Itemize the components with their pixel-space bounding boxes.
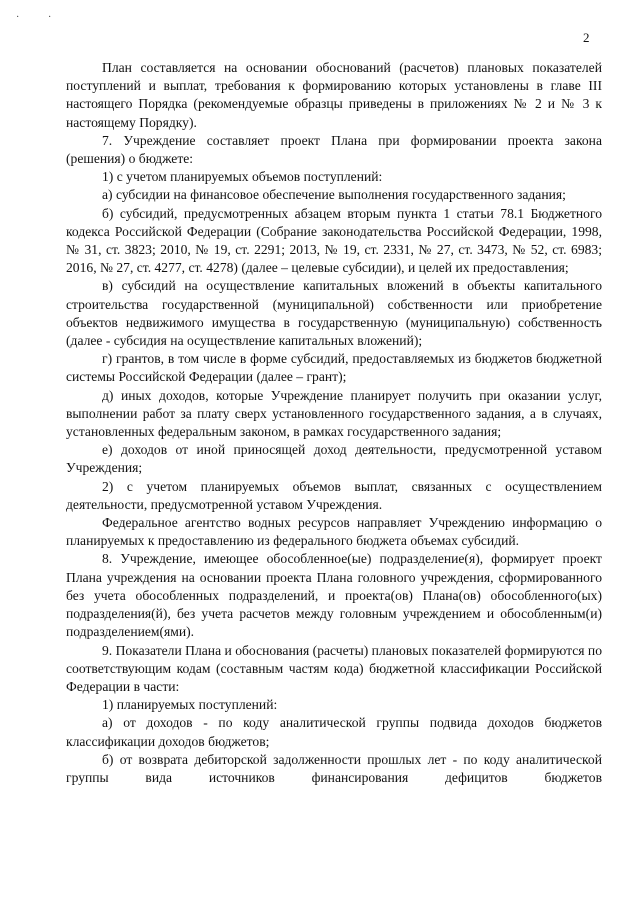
paragraph: в) субсидий на осуществление капитальных вложений в объекты капитального строительства государственной (муниципальной) собственности или приобретение объектов недвижимого имущества в государственную (муниципальную) собственность (далее - субсидия на осуществление капитальных вложений); xyxy=(66,278,602,349)
paragraph: План составляется на основании обоснований (расчетов) плановых показателей поступлений и выплат, требования к формированию которых установлены в главе III настоящего Порядка (рекомендуемые образцы приведены в приложениях № 2 и № 3 к настоящему Порядку). xyxy=(66,60,602,130)
margin-mark: · xyxy=(48,12,52,23)
paragraph: Федеральное агентство водных ресурсов направляет Учреждению информацию о планируемых к предоставлению из федерального бюджета объемах субсидий. xyxy=(66,515,602,549)
paragraph: 1) планируемых поступлений: xyxy=(102,697,278,713)
paragraph: г) грантов, в том числе в форме субсидий, предоставляемых из бюджетов бюджетной системы Российской Федерации (далее – грант); xyxy=(66,351,602,385)
paragraph: 1) с учетом планируемых объемов поступлений: xyxy=(102,169,383,185)
paragraph: д) иных доходов, которые Учреждение планирует получить при оказании услуг, выполнении работ за плату сверх установленного государственного задания, а в случаях, установленных федеральным законом, в рамках государственного задания; xyxy=(66,387,602,440)
paragraph: 2) с учетом планируемых объемов выплат, связанных с осуществлением деятельности, предусмотренной уставом Учреждения. xyxy=(66,478,602,512)
paragraph: а) субсидии на финансовое обеспечение выполнения государственного задания; xyxy=(102,187,566,203)
document-body xyxy=(66,59,602,787)
paragraph: б) субсидий, предусмотренных абзацем вторым пункта 1 статьи 78.1 Бюджетного кодекса Российской Федерации (Собрание законодательства Российской Федерации, 1998, № 31, ст. 3823; 2010, № 19, ст. 2291; 2013, № 19, ст. 2331, № 27, ст. 3473, № 52, ст. 6983; 2016, № 27, ст. 4277, ст. 4278) (далее – целевые субсидии), и целей их предоставления; xyxy=(66,205,602,276)
paragraph: б) от возврата дебиторской задолженности прошлых лет - по коду аналитической группы вида источников финансирования дефицитов бюджетов xyxy=(66,751,602,785)
paragraph: а) от доходов - по коду аналитической группы подвида доходов бюджетов классификации доходов бюджетов; xyxy=(66,715,602,749)
page-number: 2 xyxy=(583,30,590,45)
paragraph: 7. Учреждение составляет проект Плана при формировании проекта закона (решения) о бюджете: xyxy=(66,132,602,167)
paragraph: е) доходов от иной приносящей доход деятельности, предусмотренной уставом Учреждения; xyxy=(66,442,602,476)
margin-mark: · xyxy=(16,12,20,23)
paragraph: 9. Показатели Плана и обоснования (расчеты) плановых показателей формируются по соответствующим кодам (составным частям кода) бюджетной классификации Российской Федерации в части: xyxy=(66,642,602,694)
paragraph: 8. Учреждение, имеющее обособленное(ые) подразделение(я), формирует проект Плана учреждения на основании проекта Плана головного учреждения, сформированного без учета обособленных подразделений, и проекта(ов) Плана(ов) обособленного(ых) подразделения(й), без учета расчетов между головным учреждением и обособленным(и) подразделением(ями). xyxy=(66,551,602,640)
